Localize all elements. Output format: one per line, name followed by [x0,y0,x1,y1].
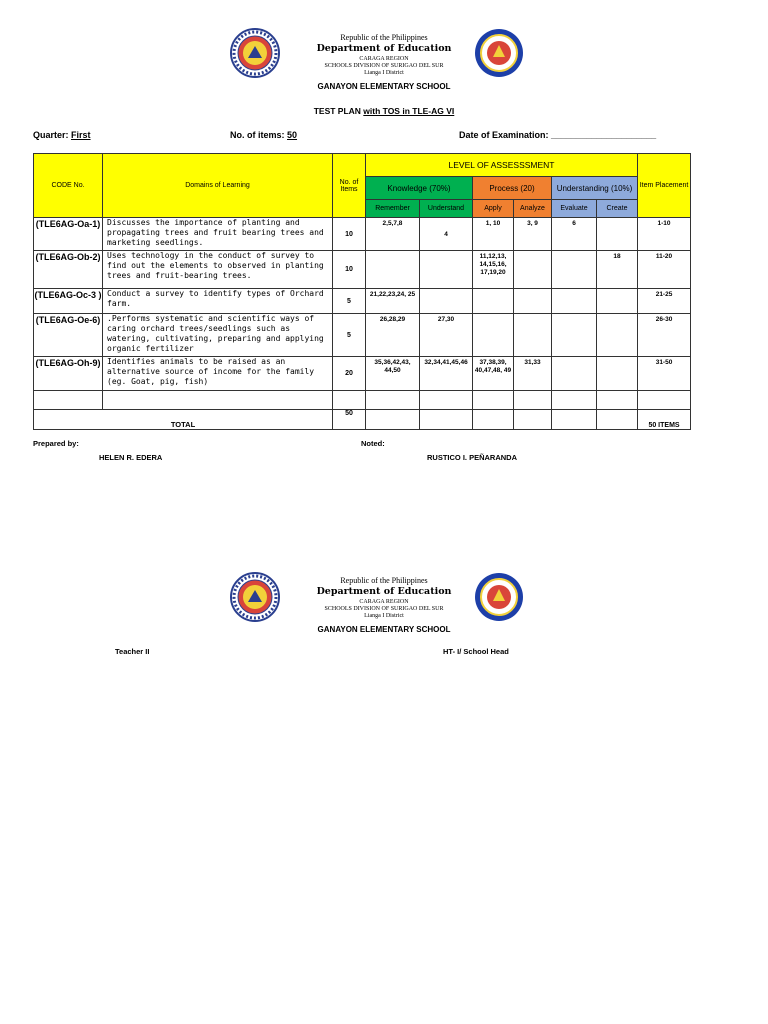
row-placement: 21-25 [638,289,691,314]
row-code: (TLE6AG-Ob-2) [34,251,103,289]
empty-cell [597,391,638,410]
empty-row [34,391,691,410]
tos-table [33,153,691,430]
total-row [34,410,691,430]
department-text: Department of Education [316,43,452,54]
header-analyze: Analyze [514,200,552,218]
empty-cell [552,410,597,430]
empty-cell [34,391,103,410]
row-placement: 1-10 [638,218,691,251]
division-text: SCHOOLS DIVISION OF SURIGAO DEL SUR [324,63,444,69]
row-apply: 37,38,39, 40,47,48, 49 [473,357,514,391]
header-knowledge: Knowledge (70%) [366,177,473,200]
row-create [597,314,638,357]
row-create: 18 [597,251,638,289]
header-process: Process (20) [473,177,552,200]
empty-cell [514,391,552,410]
header-understanding: Understanding (10%) [552,177,638,200]
items-value: 50 [287,130,298,140]
header-remember: Remember [366,200,420,218]
header-domains: Domains of Learning [103,154,333,218]
row-placement: 11-20 [638,251,691,289]
exam-blank: _____________________ [551,130,657,140]
deped-seal-icon [230,572,280,622]
empty-cell [597,410,638,430]
row-code: (TLE6AG-Oc-3 ) [34,289,103,314]
school-name: GANAYON ELEMENTARY SCHOOL [317,82,451,91]
title-underlined: with TOS in TLE-AG VI [363,106,455,116]
noted-name: RUSTICO I. PEÑARANDA [427,453,518,462]
row-understand: 32,34,41,45,46 [420,357,473,391]
row-remember: 26,28,29 [366,314,420,357]
table-row [34,289,691,314]
empty-cell [638,391,691,410]
row-remember [366,251,420,289]
table-row [34,314,691,357]
header-items: No. of Items [333,154,366,218]
prepared-name: HELEN R. EDERA [99,453,163,462]
header-block [284,34,484,77]
header-apply: Apply [473,200,514,218]
noted-role: HT- I/ School Head [443,647,509,656]
republic-text: Republic of the Philippines [340,576,428,585]
header-evaluate: Evaluate [552,200,597,218]
row-create [597,289,638,314]
page-title [234,106,534,116]
empty-cell [514,410,552,430]
row-apply: 11,12,13, 14,15,16, 17,19,20 [473,251,514,289]
row-items: 5 [333,289,366,314]
department-text: Department of Education [316,586,452,597]
total-label: TOTAL [34,410,333,430]
header-level: LEVEL OF ASSESSSMENT [366,154,638,177]
quarter-label: Quarter: [33,130,69,140]
row-items: 20 [333,357,366,391]
total-placement: 50 ITEMS [638,410,691,430]
row-apply [473,289,514,314]
empty-cell [333,391,366,410]
empty-cell [552,391,597,410]
deped-seal-icon [230,28,280,78]
row-understand [420,251,473,289]
row-understand: 4 [420,218,473,251]
row-evaluate [552,289,597,314]
district-text: Lianga I District [364,70,404,76]
quarter-value: First [71,130,91,140]
empty-cell [366,391,420,410]
header-block [284,577,484,620]
row-code: (TLE6AG-Oe-6) [34,314,103,357]
exam-label: Date of Examination: [459,130,549,140]
table-row [34,218,691,251]
row-items: 10 [333,218,366,251]
row-domain: Conduct a survey to identify types of Orchard farm. [103,289,333,314]
row-analyze: 3, 9 [514,218,552,251]
school-name: GANAYON ELEMENTARY SCHOOL [317,625,451,634]
row-code: (TLE6AG-Oa-1) [34,218,103,251]
empty-cell [420,410,473,430]
republic-text: Republic of the Philippines [340,33,428,42]
title-prefix: TEST PLAN [313,106,364,116]
items-field [230,130,297,140]
row-evaluate [552,357,597,391]
noted-label: Noted: [361,439,385,448]
division-text: SCHOOLS DIVISION OF SURIGAO DEL SUR [324,606,444,612]
row-create [597,218,638,251]
region-text: CARAGA REGION [359,56,409,62]
row-understand: 27,30 [420,314,473,357]
row-create [597,357,638,391]
row-remember: 21,22,23,24, 25 [366,289,420,314]
header-code: CODE No. [34,154,103,218]
table-row [34,357,691,391]
row-apply: 1, 10 [473,218,514,251]
empty-cell [473,410,514,430]
school-seal-icon [474,28,524,78]
exam-date-field [459,130,656,140]
row-domain: Discusses the importance of planting and propagating trees and fruit bearing trees and marketing seedlings. [103,218,333,251]
row-analyze [514,289,552,314]
quarter-field [33,130,91,140]
empty-cell [420,391,473,410]
row-code: (TLE6AG-Oh-9) [34,357,103,391]
row-remember: 35,36,42,43, 44,50 [366,357,420,391]
empty-cell [473,391,514,410]
row-items: 10 [333,251,366,289]
row-evaluate [552,314,597,357]
items-label: No. of items: [230,130,285,140]
row-remember: 2,5,7,8 [366,218,420,251]
table-row [34,251,691,289]
empty-cell [366,410,420,430]
prepared-role: Teacher II [115,647,150,656]
region-text: CARAGA REGION [359,599,409,605]
row-placement: 31-50 [638,357,691,391]
row-understand [420,289,473,314]
school-seal-icon [474,572,524,622]
district-text: Lianga I District [364,613,404,619]
prepared-label: Prepared by: [33,439,79,448]
row-domain: Uses technology in the conduct of survey to find out the elements to observed in planting trees and fruit-bearing trees. [103,251,333,289]
header-create: Create [597,200,638,218]
row-evaluate [552,251,597,289]
row-items: 5 [333,314,366,357]
row-analyze [514,314,552,357]
row-apply [473,314,514,357]
row-placement: 26-30 [638,314,691,357]
header-understand: Understand [420,200,473,218]
row-domain: .Performs systematic and scientific ways of caring orchard trees/seedlings such as watering, cultivating, preparing and applying organic fertilizer [103,314,333,357]
total-items: 50 [333,410,366,430]
row-analyze: 31,33 [514,357,552,391]
row-evaluate: 6 [552,218,597,251]
empty-cell [103,391,333,410]
header-placement: Item Placement [638,154,691,218]
row-domain: Identifies animals to be raised as an alternative source of income for the family (eg. Goat, pig, fish) [103,357,333,391]
row-analyze [514,251,552,289]
